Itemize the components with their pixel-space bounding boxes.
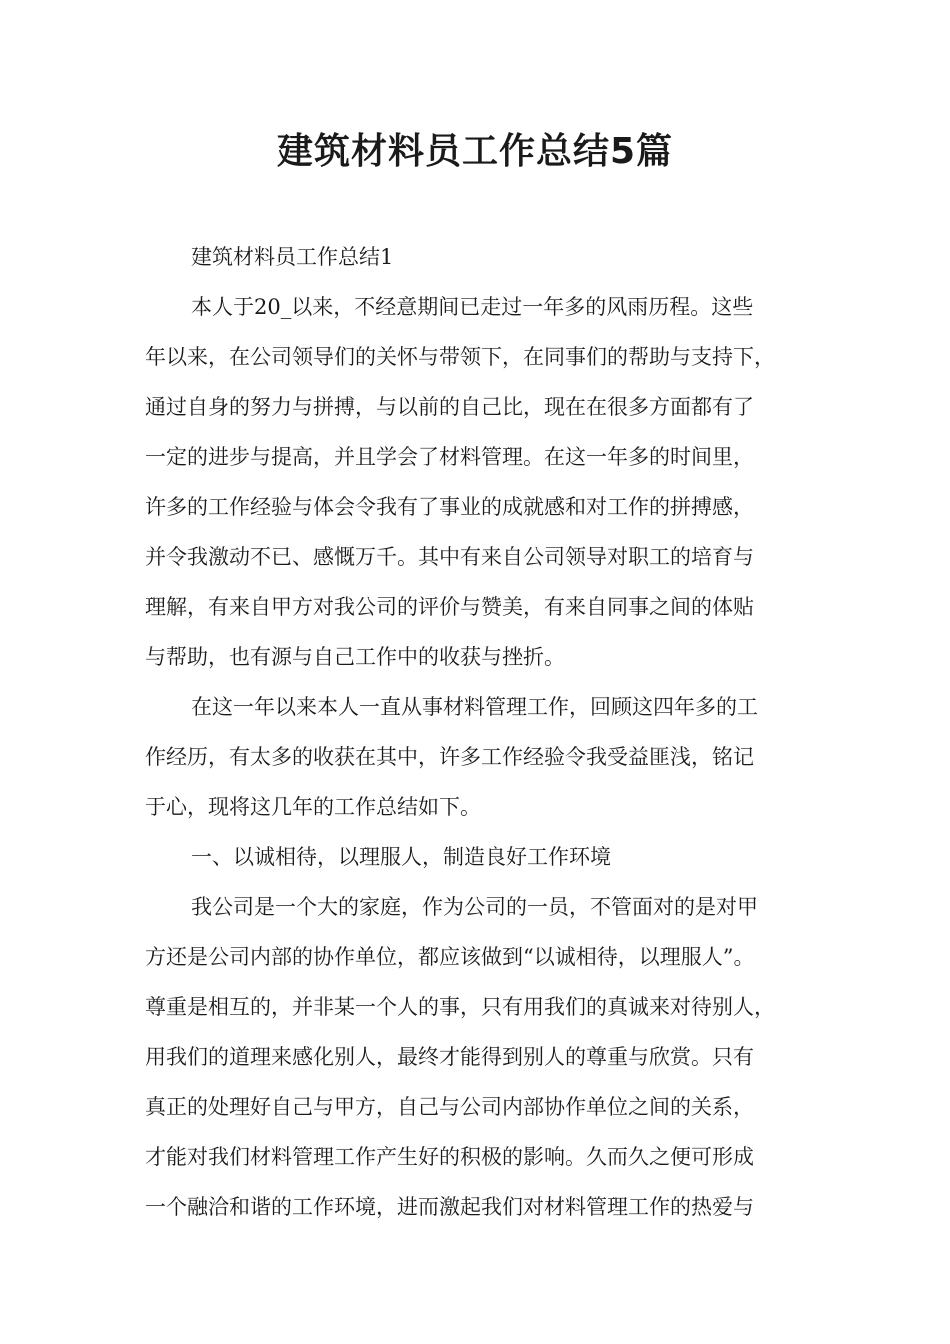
text-line: 于心，现将这几年的工作总结如下。: [145, 795, 481, 819]
text-line: 一定的进步与提高，并且学会了材料管理。在这一年多的时间里，: [145, 445, 754, 469]
text-line: 一、以诚相待，以理服人，制造良好工作环境: [191, 845, 611, 869]
text-line: 许多的工作经验与体会令我有了事业的成就感和对工作的拼搏感，: [145, 495, 754, 519]
text-line: 建筑材料员工作总结1: [191, 245, 394, 269]
text-line: 我公司是一个大的家庭，作为公司的一员，不管面对的是对甲: [191, 895, 758, 919]
text-line: 理解，有来自甲方对我公司的评价与赞美，有来自同事之间的体贴: [145, 595, 754, 619]
text-line: 用我们的道理来感化别人，最终才能得到别人的尊重与欣赏。只有: [145, 1045, 754, 1069]
text-line: 方还是公司内部的协作单位，都应该做到“以诚相待，以理服人”。: [145, 945, 755, 969]
text-line: 通过自身的努力与拼搏，与以前的自己比，现在在很多方面都有了: [145, 395, 754, 419]
text-line: 才能对我们材料管理工作产生好的积极的影响。久而久之便可形成: [145, 1145, 754, 1169]
text-line: 尊重是相互的，并非某一个人的事，只有用我们的真诚来对待别人，: [145, 995, 775, 1019]
text-line: 并令我激动不已、感慨万千。其中有来自公司领导对职工的培育与: [145, 545, 754, 569]
text-line: 本人于20_以来，不经意期间已走过一年多的风雨历程。这些: [191, 295, 754, 319]
document-title: 建筑材料员工作总结5篇: [276, 131, 674, 172]
text-line: 真正的处理好自己与甲方，自己与公司内部协作单位之间的关系，: [145, 1095, 754, 1119]
text-line: 在这一年以来本人一直从事材料管理工作，回顾这四年多的工: [191, 695, 758, 719]
text-line: 作经历，有太多的收获在其中，许多工作经验令我受益匪浅，铭记: [145, 745, 754, 769]
document-body: [145, 232, 825, 1232]
text-line: 与帮助，也有源与自己工作中的收获与挫折。: [145, 645, 565, 669]
text-line: 年以来，在公司领导们的关怀与带领下，在同事们的帮助与支持下，: [145, 345, 775, 369]
text-line: 一个融洽和谐的工作环境，进而激起我们对材料管理工作的热爱与: [145, 1195, 754, 1219]
